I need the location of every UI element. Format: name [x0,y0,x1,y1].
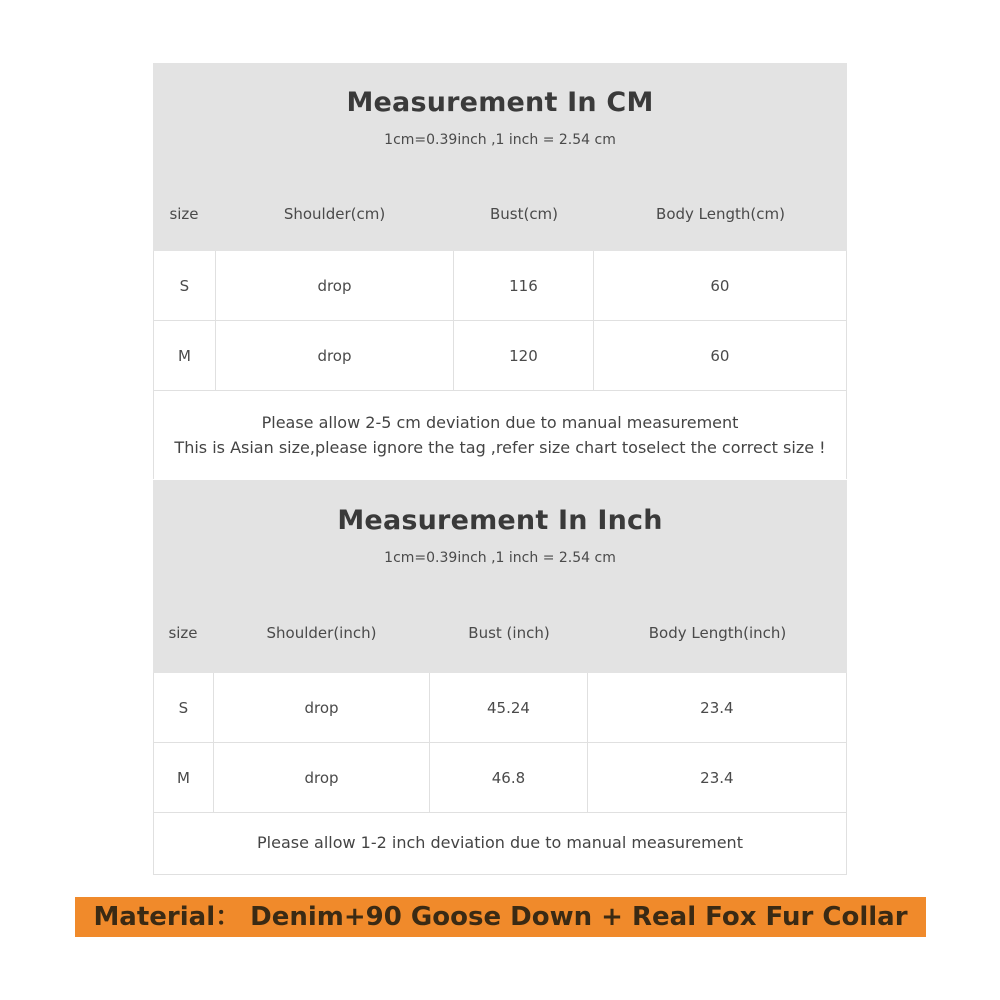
cell-size: M [154,743,214,812]
column-header-shoulder: Shoulder(cm) [283,205,386,223]
table-row [154,321,846,391]
chart-subtitle: 1cm=0.39inch ,1 inch = 2.54 cm [384,550,616,566]
cell-body-length: 23.4 [700,769,734,787]
column-header-body-length: Body Length(inch) [648,624,787,642]
chart-title: Measurement In CM [346,87,654,118]
cell-size: S [154,251,216,320]
cell-body-length: 60 [710,347,730,365]
column-header-row [153,199,847,229]
column-header-size: size [169,205,199,223]
cell-bust: 120 [454,321,594,390]
table-row [154,251,846,321]
cell-bust: 46.8 [430,743,588,812]
cell-size: M [154,321,216,390]
column-header-row [153,618,847,648]
column-header-body-length: Body Length(cm) [656,205,785,223]
size-table-body [153,673,847,813]
table-row [154,743,846,813]
cell-bust: 45.24 [430,673,588,742]
column-header-size: size [168,624,198,642]
cell-shoulder: drop [216,321,454,390]
size-chart-cm [153,63,847,479]
size-table-body [153,251,847,391]
chart-subtitle: 1cm=0.39inch ,1 inch = 2.54 cm [384,132,616,148]
asian-size-note-line: This is Asian size,please ignore the tag ,refer size chart toselect the correct size ! [174,438,826,457]
size-chart-cm-header [153,63,847,251]
column-header-bust: Bust(cm) [489,205,559,223]
material-banner: Material： Denim+90 Goose Down + Real Fox Fur Collar [75,897,926,937]
cell-shoulder: drop [214,743,430,812]
size-chart-inch [153,480,847,875]
cell-size: S [154,673,214,742]
chart-title: Measurement In Inch [337,505,663,536]
column-header-shoulder: Shoulder(inch) [266,624,377,642]
deviation-note-line: Please allow 2-5 cm deviation due to manual measurement [261,413,739,432]
deviation-note [153,391,847,479]
table-row [154,673,846,743]
cell-bust: 116 [454,251,594,320]
cell-body-length: 60 [710,277,730,295]
column-header-bust: Bust (inch) [468,624,550,642]
size-chart-inch-header [153,480,847,673]
cell-body-length: 23.4 [700,699,734,717]
cell-shoulder: drop [214,673,430,742]
cell-shoulder: drop [216,251,454,320]
deviation-note: Please allow 1-2 inch deviation due to manual measurement [153,813,847,875]
